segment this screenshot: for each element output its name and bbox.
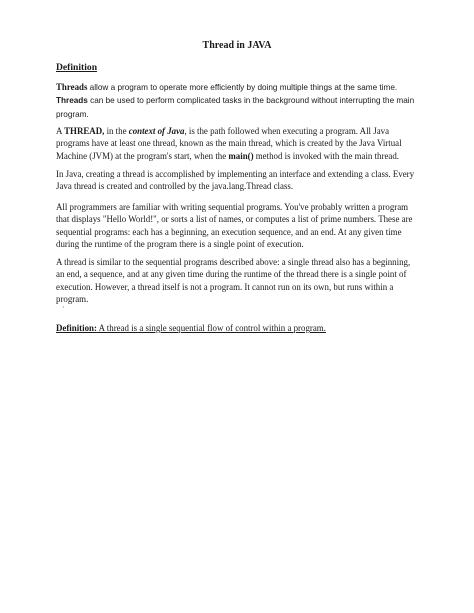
p2-text-3: , is the path followed when executing a program. All Java programs have at least one thread, known as the main thread, which is created by the Java Virtual Machine (JVM) at the program's start, when the <box>56 126 402 161</box>
p2-text-4: method is invoked with the main thread. <box>253 150 399 161</box>
threads-term-2: Threads <box>56 96 88 106</box>
p1-text-1: allow a program to operate more efficiently by doing multiple things at the same time. <box>87 83 398 92</box>
paragraph-thread-definition <box>56 125 418 162</box>
paragraph-thread-similar: A thread is similar to the sequential programs described above: a single thread also has a beginning, an end, a sequence, and at any given time during the runtime of the thread there is a single point of execution. However, a thread itself is not a program. It cannot run on its own, but runs within a program. <box>56 257 411 305</box>
document-title: Thread in JAVA <box>202 40 272 51</box>
definition-text: A thread is a single sequential flow of control within a program. <box>96 323 326 333</box>
p1-text-2: can be used to perform complicated tasks in the background without interrupting the main program. <box>56 96 415 119</box>
p2-text-2: in the <box>104 126 129 136</box>
paragraph-threads <box>56 81 418 121</box>
p2-text-1: A <box>56 126 65 136</box>
threads-term-1: Threads <box>56 82 88 92</box>
section-heading: Definition <box>56 62 98 73</box>
definition-label: Definition: <box>56 323 97 333</box>
main-method-term: main() <box>228 150 254 161</box>
bullet-mark: · <box>62 303 65 312</box>
definition-line <box>56 322 418 334</box>
paragraph-creating-thread: In Java, creating a thread is accomplished by implementing an interface and extending a class. Every Java thread is created and controlled by the java.lang.Thread class. <box>56 169 415 192</box>
context-java-term: context of Java <box>128 126 185 136</box>
thread-term: THREAD, <box>64 126 105 136</box>
paragraph-sequential-programs: All programmers are familiar with writing sequential programs. You've probably written a program that displays "Hello World!", or sorts a list of names, or computes a list of prime numbers. These are sequential programs: each has a beginning, an execution sequence, and an end. At any given time during the runtime of the program there is a single point of execution. <box>56 202 413 250</box>
